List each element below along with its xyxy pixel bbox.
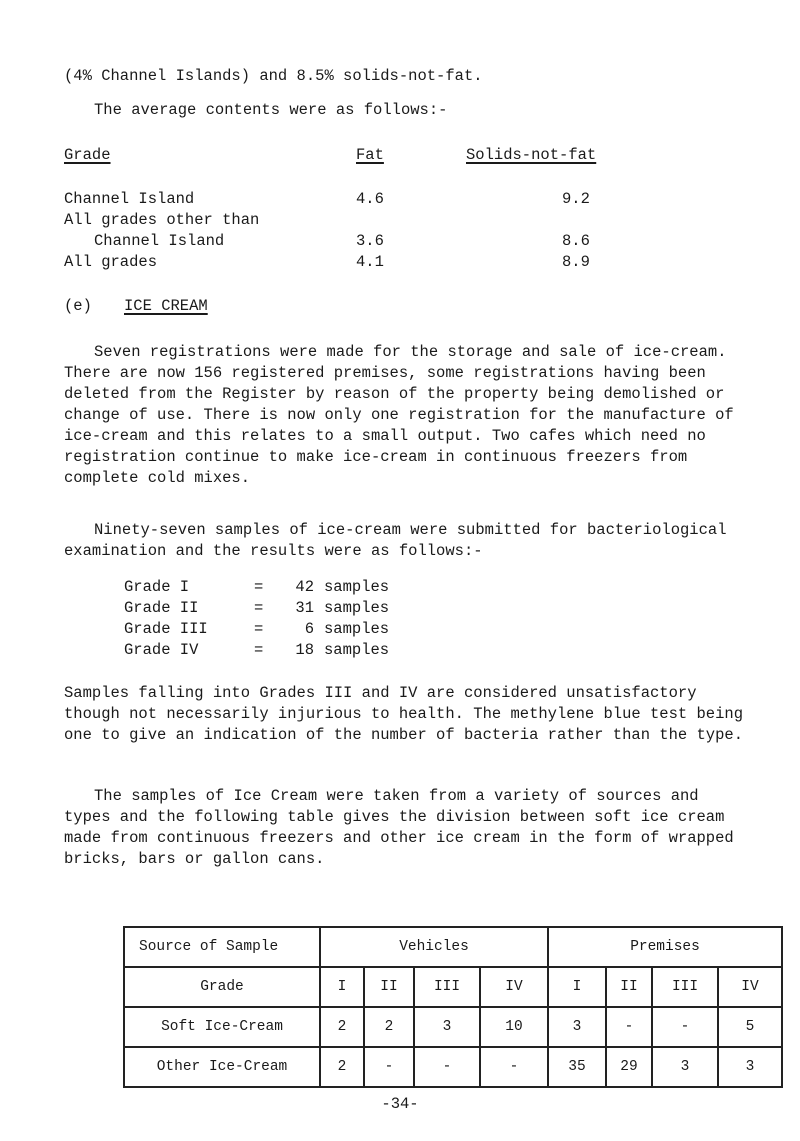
- table-cell: -: [414, 1047, 480, 1087]
- table-cell: -: [606, 1007, 652, 1047]
- grade-label-cell: Grade: [124, 967, 320, 1007]
- grade-name: Grade I: [124, 578, 190, 596]
- grade-header-cell: I: [320, 967, 364, 1007]
- grade-count: 6: [304, 620, 314, 638]
- grade-unit: samples: [324, 578, 390, 596]
- grade-count: 42: [295, 578, 314, 596]
- grade-header-cell: III: [414, 967, 480, 1007]
- table-cell: 3: [652, 1047, 718, 1087]
- table-cell: 5: [718, 1007, 782, 1047]
- header-source-of-sample: Source of Sample: [124, 927, 320, 967]
- grade-header-cell: III: [652, 967, 718, 1007]
- milk-row-label: All grades: [64, 253, 158, 271]
- grade-unit: samples: [324, 641, 390, 659]
- milk-row-snf: 9.2: [562, 190, 590, 208]
- grade-equals: =: [254, 620, 264, 638]
- milk-row-fat: 4.6: [356, 190, 384, 208]
- page-number: -34-: [381, 1095, 419, 1113]
- milk-row-label: Channel Island: [64, 190, 195, 208]
- table-cell: 2: [320, 1007, 364, 1047]
- table-cell: 3: [414, 1007, 480, 1047]
- paragraph-unsatisfactory: Samples falling into Grades III and IV are considered unsatisfactory though not necessarily injurious to health. The methylene blue test being one to give an indication of the number of bacteria rather than the type.: [64, 684, 744, 744]
- table-row: [124, 1007, 782, 1047]
- table-header-row: [124, 927, 782, 967]
- header-vehicles: Vehicles: [320, 927, 548, 967]
- grade-unit: samples: [324, 620, 390, 638]
- header-premises: Premises: [548, 927, 782, 967]
- paragraph-sources: The samples of Ice Cream were taken from a variety of sources and types and the following table gives the division between soft ice cream made from continuous freezers and other ice cream in the form of wrapped bricks, bars or gallon cans.: [64, 787, 734, 868]
- grade-name: Grade IV: [124, 641, 199, 659]
- section-number: (e): [64, 297, 92, 315]
- grade-equals: =: [254, 599, 264, 617]
- milk-row-snf: 8.6: [562, 232, 590, 250]
- paragraph-samples-intro: Ninety-seven samples of ice-cream were submitted for bacteriological examination and the results were as follows:-: [64, 521, 727, 560]
- grade-count: 31: [295, 599, 314, 617]
- milk-header-snf: Solids-not-fat: [466, 146, 597, 164]
- table-cell: 3: [548, 1007, 606, 1047]
- paragraph-registrations: Seven registrations were made for the storage and sale of ice-cream. There are now 156 registered premises, some registrations having been deleted from the Register by reason of the property being demolished or change of use. There is now only one registration for the manufacture of ice-cream and this relates to a small output. Two cafes which need no registration continue to make ice-cream in continuous freezers from complete cold mixes.: [64, 343, 734, 487]
- grade-header-cell: II: [364, 967, 414, 1007]
- grade-header-cell: IV: [718, 967, 782, 1007]
- intro-line-2: The average contents were as follows:-: [94, 101, 448, 119]
- grade-name: Grade III: [124, 620, 208, 638]
- table-cell: -: [480, 1047, 548, 1087]
- milk-header-grade: Grade: [64, 146, 111, 164]
- section-heading: ICE CREAM: [124, 297, 208, 315]
- milk-row-snf: 8.9: [562, 253, 590, 271]
- table-cell: -: [364, 1047, 414, 1087]
- table-cell: 3: [718, 1047, 782, 1087]
- milk-row-label: Channel Island: [94, 232, 225, 250]
- grade-count: 18: [295, 641, 314, 659]
- sample-sources-table: [123, 926, 783, 1088]
- intro-line-1: (4% Channel Islands) and 8.5% solids-not-fat.: [64, 67, 483, 85]
- table-cell: -: [652, 1007, 718, 1047]
- table-cell: 35: [548, 1047, 606, 1087]
- milk-row-fat: 4.1: [356, 253, 384, 271]
- milk-header-fat: Fat: [356, 146, 384, 164]
- table-cell: 2: [320, 1047, 364, 1087]
- milk-row-fat: 3.6: [356, 232, 384, 250]
- grade-header-cell: II: [606, 967, 652, 1007]
- grade-header-cell: IV: [480, 967, 548, 1007]
- table-cell: 10: [480, 1007, 548, 1047]
- table-cell: 29: [606, 1047, 652, 1087]
- milk-row-label: All grades other than: [64, 211, 260, 229]
- table-grade-row: [124, 967, 782, 1007]
- grade-name: Grade II: [124, 599, 199, 617]
- grade-header-cell: I: [548, 967, 606, 1007]
- grade-unit: samples: [324, 599, 390, 617]
- table-cell: 2: [364, 1007, 414, 1047]
- table-row: [124, 1047, 782, 1087]
- grade-equals: =: [254, 578, 264, 596]
- grade-equals: =: [254, 641, 264, 659]
- row-label: Other Ice-Cream: [124, 1047, 320, 1087]
- row-label: Soft Ice-Cream: [124, 1007, 320, 1047]
